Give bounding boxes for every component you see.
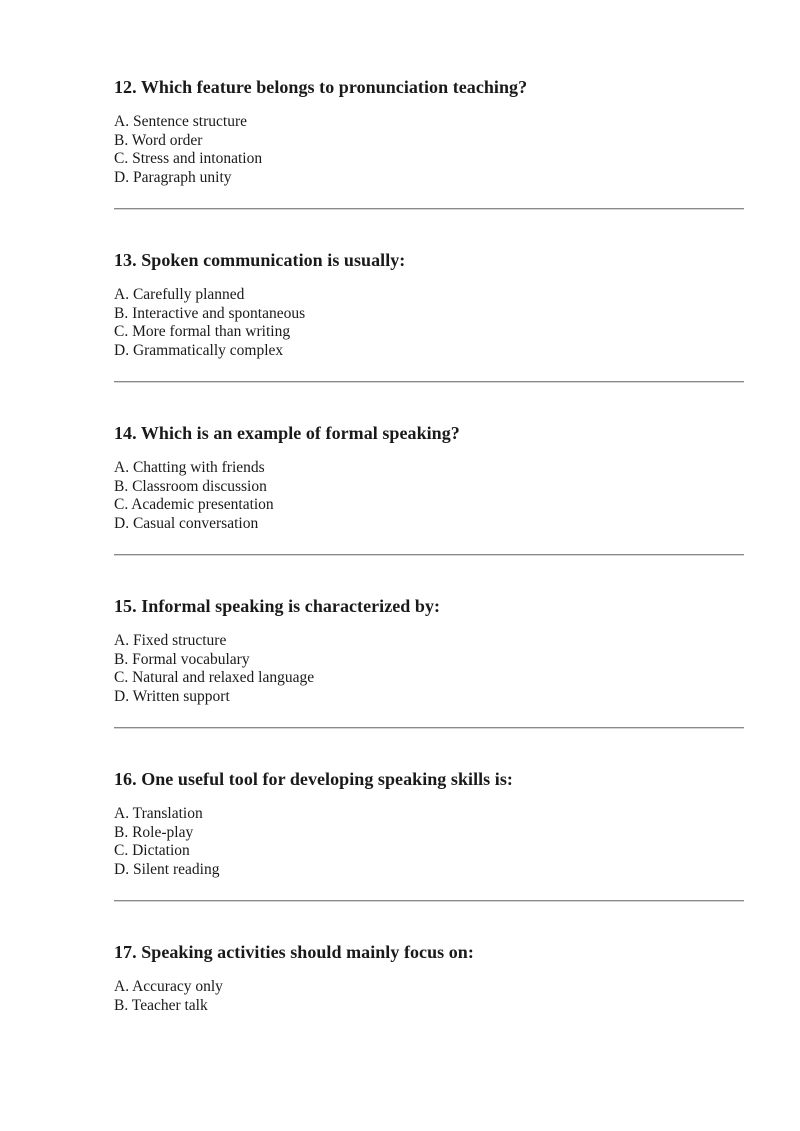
option-b: B. Classroom discussion xyxy=(114,477,267,495)
option-d: D. Casual conversation xyxy=(114,515,259,533)
question-title: 17. Speaking activities should mainly focus on: xyxy=(114,942,474,962)
option-a: A. Translation xyxy=(114,805,203,822)
option-list xyxy=(114,978,744,1015)
question-title: 12. Which feature belongs to pronunciation teaching? xyxy=(114,77,528,97)
option-b: B. Role-play xyxy=(114,823,194,841)
option-d: D. Grammatically complex xyxy=(114,342,284,360)
option-b: B. Formal vocabulary xyxy=(114,650,250,668)
option-list xyxy=(114,286,744,361)
option-c: C. Stress and intonation xyxy=(114,150,263,168)
question-12 xyxy=(114,76,744,188)
option-c: C. Dictation xyxy=(114,842,190,860)
section-divider xyxy=(114,554,744,555)
question-title: 15. Informal speaking is characterized by: xyxy=(114,596,441,616)
option-b: B. Teacher talk xyxy=(114,996,208,1014)
option-c: C. Natural and relaxed language xyxy=(114,669,315,687)
question-16 xyxy=(114,768,744,880)
option-b: B. Word order xyxy=(114,131,203,149)
section-divider xyxy=(114,727,744,728)
section-divider xyxy=(114,381,744,382)
option-d: D. Written support xyxy=(114,688,230,706)
option-list xyxy=(114,805,744,880)
option-list xyxy=(114,632,744,707)
question-title: 14. Which is an example of formal speaking? xyxy=(114,423,460,443)
option-a: A. Fixed structure xyxy=(114,632,227,649)
section-divider xyxy=(114,900,744,901)
option-c: C. Academic presentation xyxy=(114,496,274,514)
question-13 xyxy=(114,249,744,361)
option-d: D. Silent reading xyxy=(114,861,220,879)
option-a: A. Carefully planned xyxy=(114,286,245,303)
option-d: D. Paragraph unity xyxy=(114,169,232,187)
question-15 xyxy=(114,595,744,707)
option-a: A. Accuracy only xyxy=(114,978,223,995)
option-list xyxy=(114,459,744,534)
option-list xyxy=(114,113,744,188)
question-title: 13. Spoken communication is usually: xyxy=(114,250,406,270)
option-a: A. Sentence structure xyxy=(114,113,247,130)
option-b: B. Interactive and spontaneous xyxy=(114,304,306,322)
question-title: 16. One useful tool for developing speaking skills is: xyxy=(114,769,513,789)
option-c: C. More formal than writing xyxy=(114,323,291,341)
question-14 xyxy=(114,422,744,534)
question-17 xyxy=(114,941,744,1015)
option-a: A. Chatting with friends xyxy=(114,459,265,476)
section-divider xyxy=(114,208,744,209)
